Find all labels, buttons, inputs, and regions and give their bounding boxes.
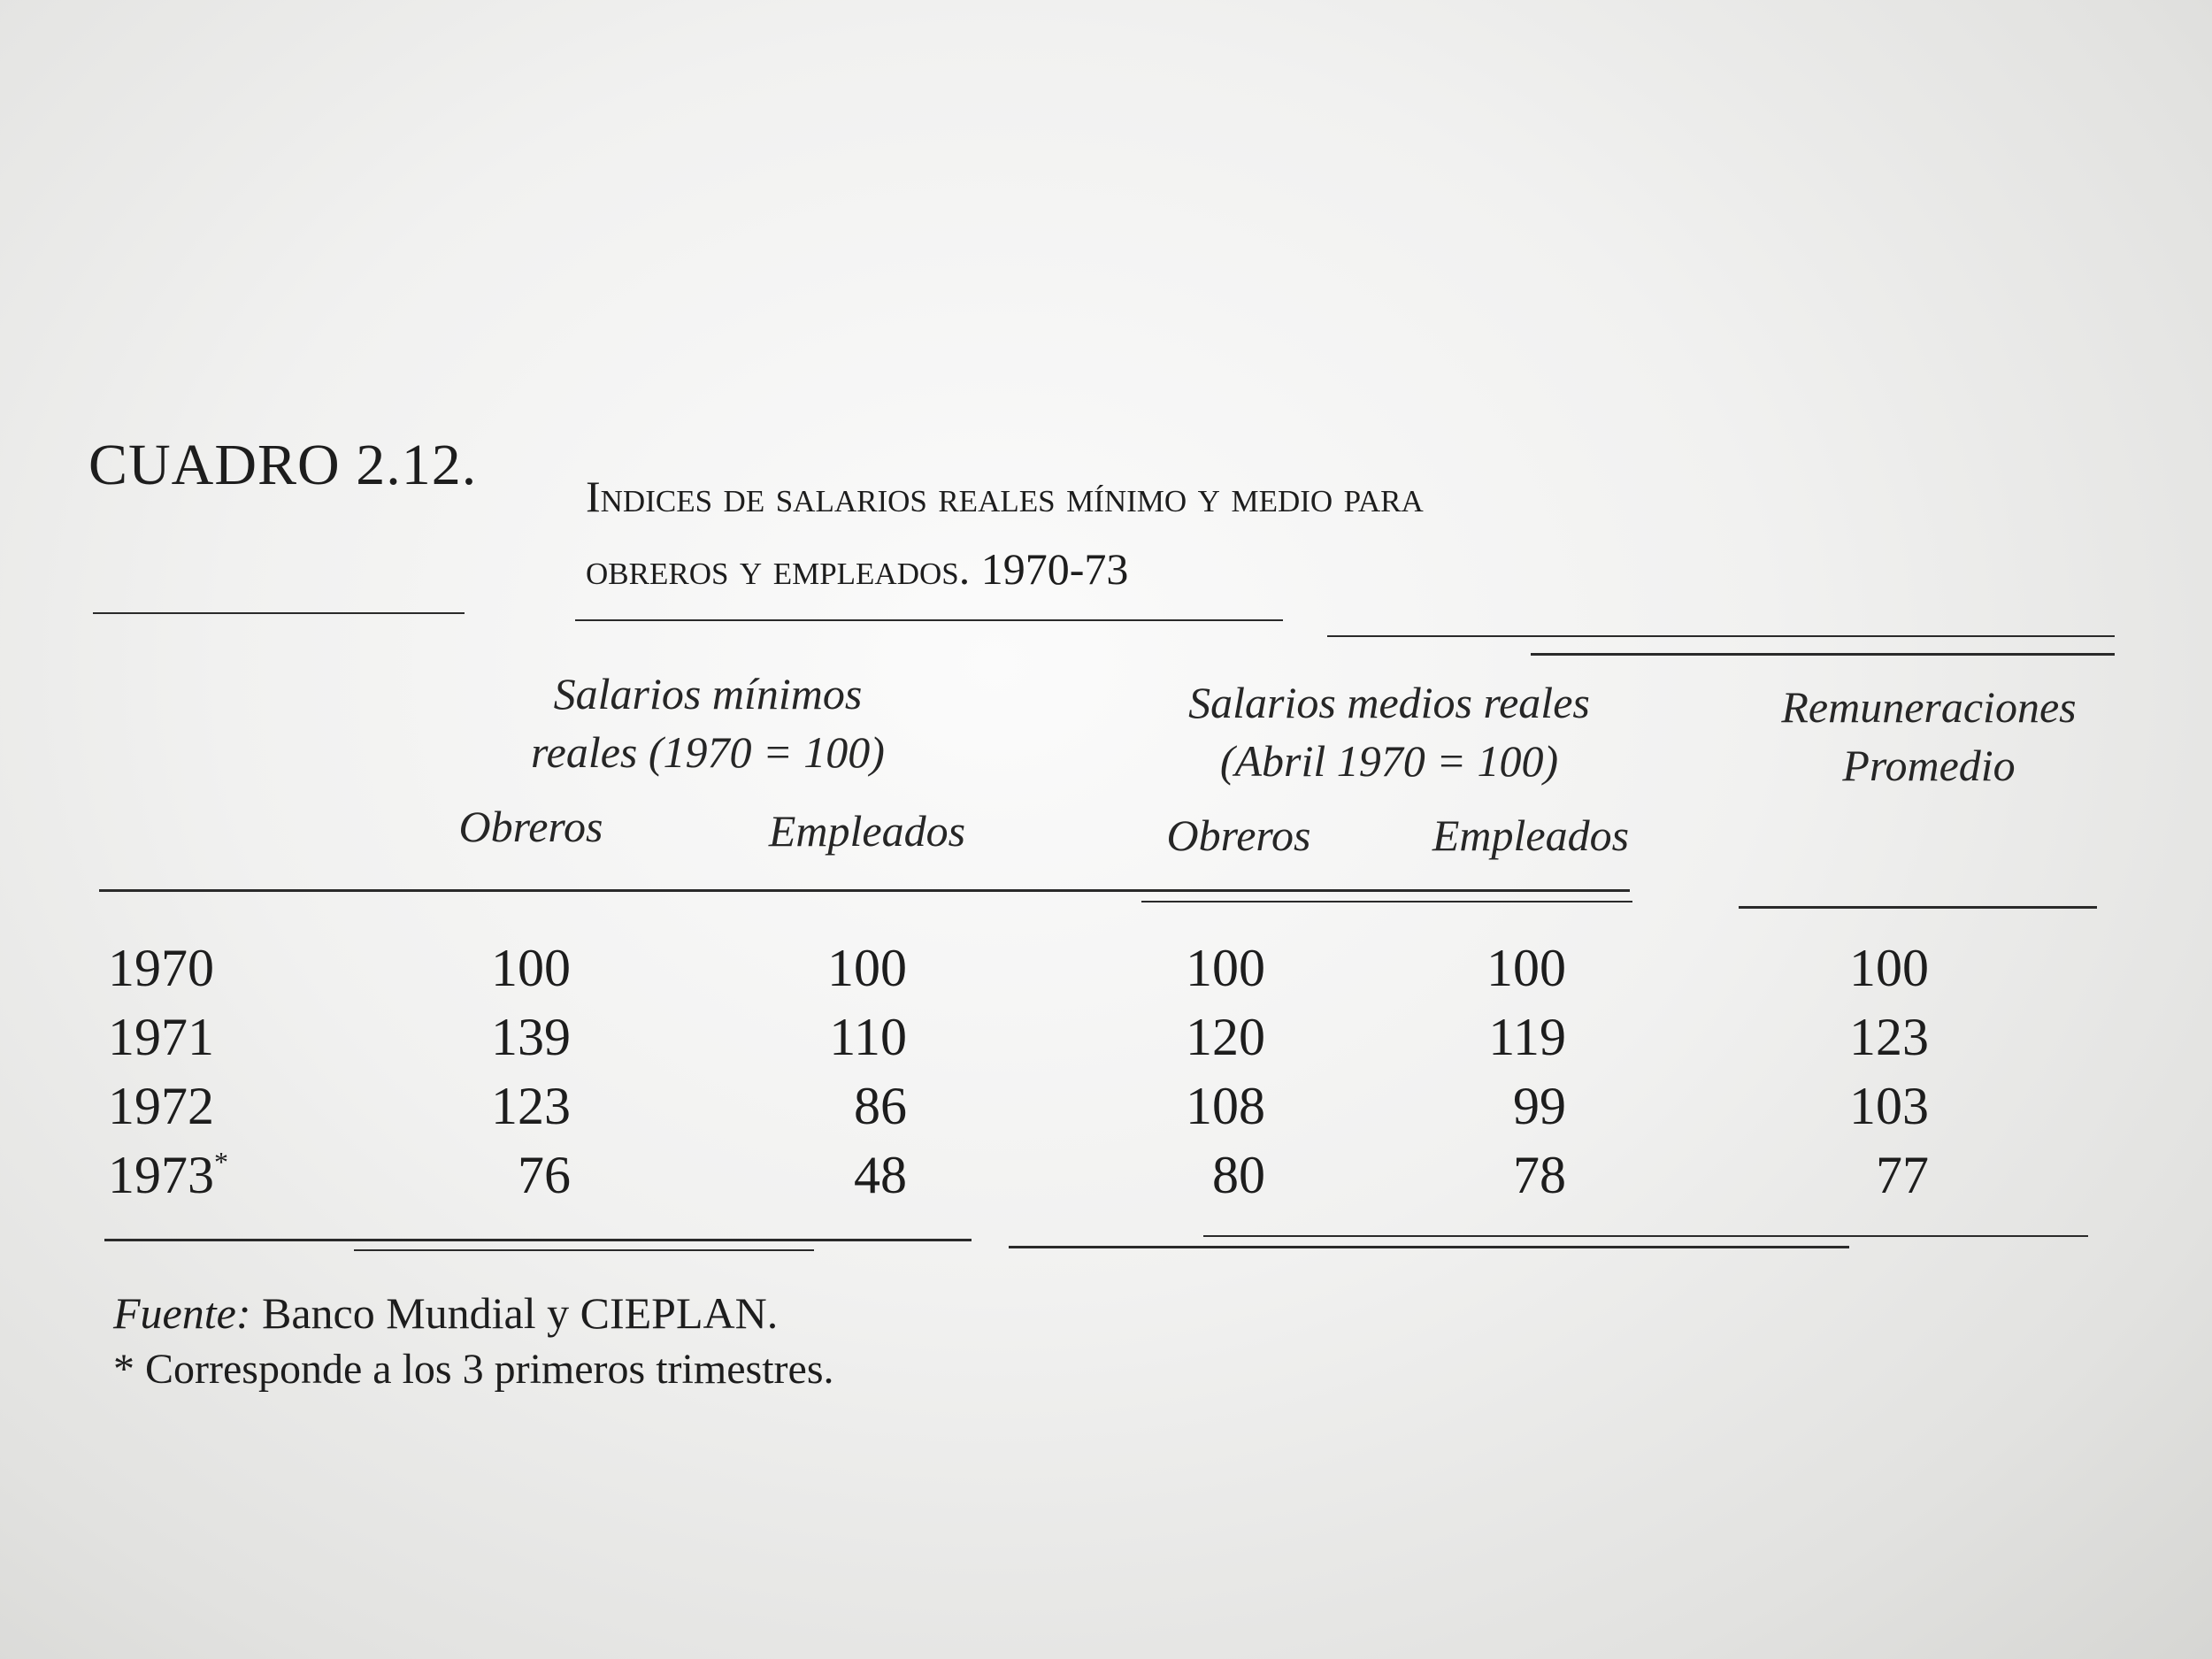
cell-min-obreros: 100 [491,939,571,997]
year-value: 1973 [108,1146,214,1204]
year-value: 1972 [108,1077,214,1135]
year-value: 1971 [108,1008,214,1066]
header-remuneraciones-line1: Remuneraciones [1781,682,2077,732]
row-year [108,1007,214,1068]
cell-med-obreros: 108 [1186,1077,1265,1135]
header-salarios-medios [1124,677,1655,787]
subheader-min-obreros: Obreros [458,802,603,851]
cell-min-empleados: 48 [854,1146,907,1204]
cell-min-obreros: 123 [491,1077,571,1135]
cell-min-empleados: 86 [854,1077,907,1135]
header-salarios-minimos-line1: Salarios mínimos [553,669,863,718]
cell-remuneraciones: 100 [1849,939,1929,997]
header-salarios-medios-line2: (Abril 1970 = 100) [1219,736,1559,786]
table-title [586,460,1424,605]
subheader-med-empleados: Empleados [1432,810,1630,860]
cell-min-obreros: 139 [491,1008,571,1066]
cell-med-empleados: 119 [1488,1008,1566,1066]
header-rule-mid [1141,901,1632,902]
bottom-rule-left-lower [354,1249,814,1251]
source-note [113,1287,778,1339]
cell-med-obreros: 80 [1212,1146,1265,1204]
header-remuneraciones-line2: Promedio [1842,741,2016,790]
cell-remuneraciones: 77 [1876,1146,1929,1204]
subheader-min-empleados: Empleados [768,806,966,856]
cell-min-empleados: 110 [829,1008,907,1066]
header-salarios-minimos [442,668,973,778]
header-rule-left [99,889,1630,892]
cell-med-obreros: 100 [1186,939,1265,997]
top-rule-mid [575,619,1283,621]
footnote: * Corresponde a los 3 primeros trimestres. [113,1346,834,1393]
cell-med-empleados: 99 [1513,1077,1566,1135]
bottom-rule-left [104,1239,972,1241]
table-title-line2: obreros y empleados. 1970-73 [586,544,1129,594]
header-remuneraciones [1717,681,2141,791]
header-rule-right [1739,906,2097,909]
cell-remuneraciones: 123 [1849,1008,1929,1066]
row-year [108,1076,214,1137]
cell-min-obreros: 76 [518,1146,571,1204]
year-value: 1970 [108,939,214,997]
source-text: Banco Mundial y CIEPLAN. [261,1288,779,1338]
row-year [108,1145,228,1206]
cell-min-empleados: 100 [827,939,907,997]
top-rule-right [1327,635,2115,637]
header-salarios-minimos-line2: reales (1970 = 100) [531,727,885,777]
top-rule-double [1531,653,2115,656]
cell-med-empleados: 78 [1513,1146,1566,1204]
table-label: CUADRO 2.12. [88,433,478,497]
table-title-line1: Indices de salarios reales mínimo y medio para [586,472,1424,521]
bottom-rule-right [1203,1235,2088,1237]
subheader-med-obreros: Obreros [1166,810,1311,860]
year-marker: * [214,1146,228,1178]
cell-med-obreros: 120 [1186,1008,1265,1066]
row-year [108,938,214,999]
bottom-rule-mid [1009,1246,1849,1248]
top-rule-left [93,612,465,614]
header-salarios-medios-line1: Salarios medios reales [1188,678,1590,727]
cell-med-empleados: 100 [1486,939,1566,997]
source-label: Fuente: [113,1288,251,1338]
cell-remuneraciones: 103 [1849,1077,1929,1135]
